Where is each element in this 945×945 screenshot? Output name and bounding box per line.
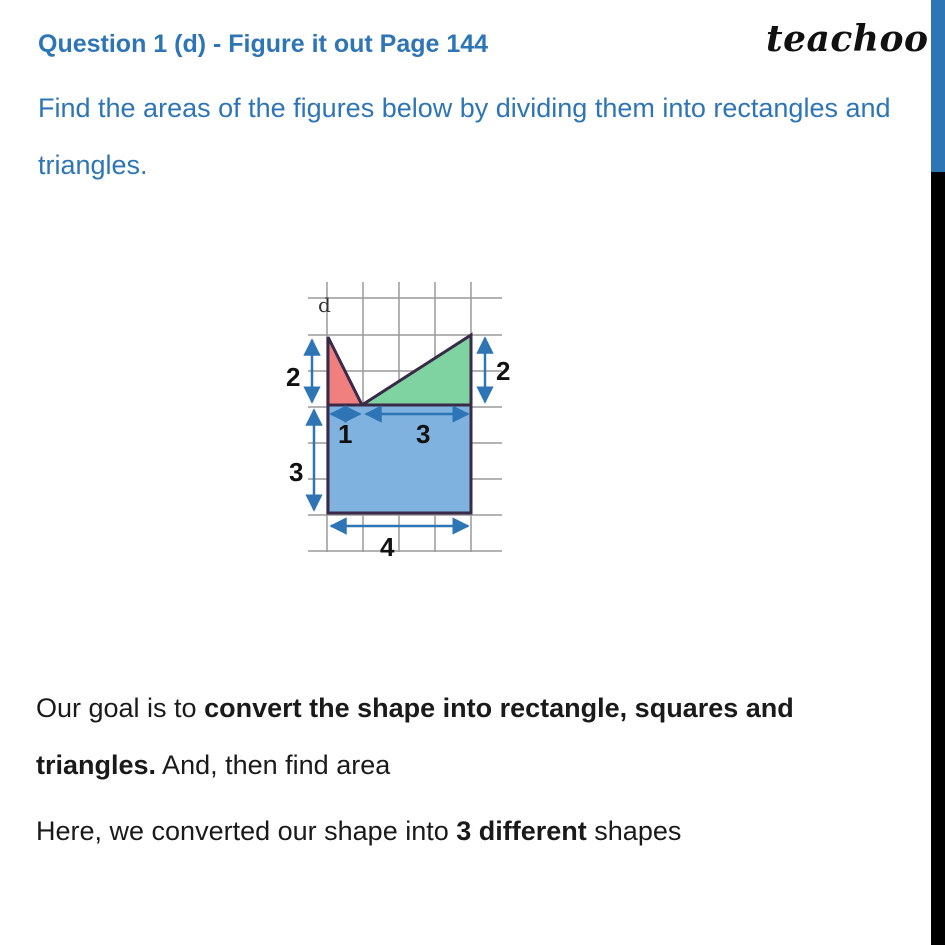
- dim-rectangle-width: 4: [380, 532, 395, 562]
- explanation-1-suffix: And, then find area: [156, 750, 391, 780]
- dim-left-triangle-height: 2: [286, 362, 301, 392]
- figure-label: d: [318, 293, 331, 317]
- dim-left-base: 1: [338, 419, 353, 449]
- explanation-2-suffix: shapes: [586, 816, 682, 846]
- question-heading: Question 1 (d) - Figure it out Page 144: [38, 30, 489, 58]
- explanation-paragraph-2: [36, 803, 886, 860]
- teachoo-logo: teachoo: [766, 18, 929, 60]
- dim-right-triangle-height: 2: [496, 356, 511, 386]
- explanation-1-bold: convert the shape into rectangle, squares and triangles.: [36, 693, 794, 780]
- dim-rectangle-height: 3: [289, 457, 304, 487]
- explanation-2-bold: 3 different: [456, 816, 587, 846]
- question-text: Find the areas of the figures below by dividing them into rectangles and triangles.: [38, 93, 891, 180]
- dim-right-base: 3: [416, 419, 431, 449]
- explanation-paragraph-1: [36, 680, 886, 794]
- explanation-1-prefix: Our goal is to: [36, 693, 205, 723]
- right-triangle: [362, 335, 471, 405]
- explanation-2-prefix: Here, we converted our shape into: [36, 816, 457, 846]
